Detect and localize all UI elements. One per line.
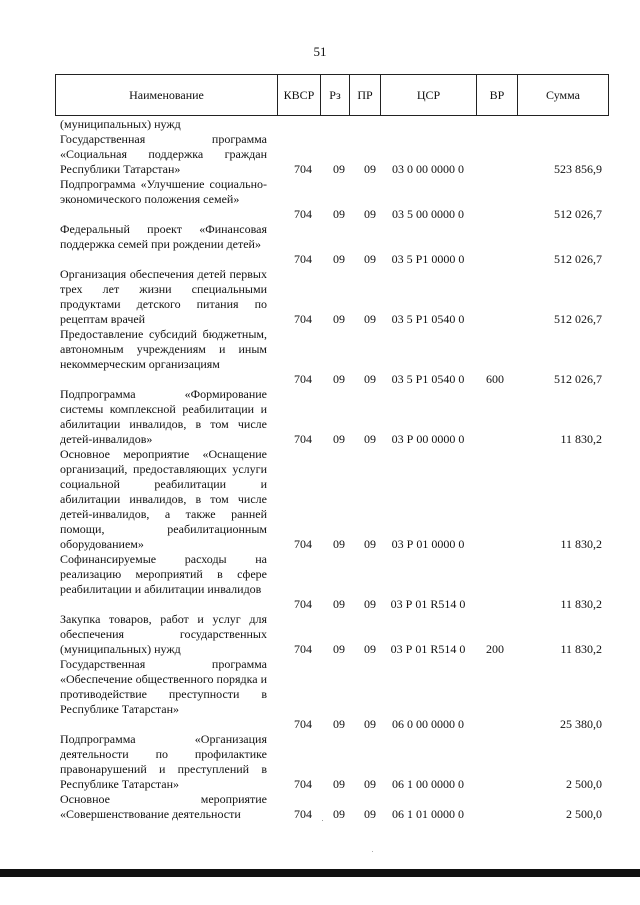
row-kvsr: 704 — [294, 777, 312, 791]
row-csr: 03 Р 01 R514 0 — [390, 597, 466, 611]
row-rz: 09 — [333, 372, 345, 386]
scan-edge-bar — [0, 869, 640, 877]
table-row — [0, 222, 640, 267]
row-csr: 03 5 P1 0000 0 — [391, 252, 465, 266]
table-row — [0, 177, 640, 222]
row-sum: 11 830,2 — [560, 432, 602, 446]
row-pr: 09 — [364, 372, 376, 386]
table-row — [0, 327, 640, 387]
row-pr: 09 — [364, 807, 376, 821]
row-name: Государственная программа «Социальная поддержка граждан Республики Татарстан» — [60, 132, 267, 176]
row-kvsr: 704 — [294, 372, 312, 386]
col-kvsr-header: КВСР — [278, 75, 321, 116]
row-name: Предоставление субсидий бюджетным, автономным учреждениям и иным некоммерческим организациям — [60, 327, 267, 371]
table-row — [0, 117, 640, 132]
scan-speck — [372, 851, 373, 852]
row-name: Государственная программа «Обеспечение общественного порядка и противодействие преступности в Республике Татарстан» — [60, 657, 267, 716]
col-name-header: Наименование — [56, 75, 278, 116]
row-sum: 25 380,0 — [560, 717, 602, 731]
table-row — [0, 612, 640, 657]
scan-speck — [322, 820, 323, 821]
row-rz: 09 — [333, 252, 345, 266]
row-sum: 512 026,7 — [554, 252, 602, 266]
row-pr: 09 — [364, 537, 376, 551]
table-row — [0, 132, 640, 177]
row-name: Подпрограмма «Формирование системы комплексной реабилитации и абилитации инвалидов, в том числе детей-инвалидов» — [60, 387, 267, 446]
row-kvsr: 704 — [294, 642, 312, 656]
row-sum: 2 500,0 — [566, 777, 602, 791]
row-pr: 09 — [364, 162, 376, 176]
row-kvsr: 704 — [294, 432, 312, 446]
table-row — [0, 267, 640, 327]
row-name: Основное мероприятие «Оснащение организаций, предоставляющих услуги социальной реабилитации и абилитации инвалидов, в том числе детей-инвалидов, а также ранней помощи, реабилитационным оборудованием» — [60, 447, 267, 551]
row-kvsr: 704 — [294, 207, 312, 221]
row-pr: 09 — [364, 312, 376, 326]
row-pr: 09 — [364, 207, 376, 221]
row-pr: 09 — [364, 597, 376, 611]
row-rz: 09 — [333, 162, 345, 176]
row-rz: 09 — [333, 717, 345, 731]
row-csr: 03 5 00 0000 0 — [392, 207, 464, 221]
row-sum: 512 026,7 — [554, 372, 602, 386]
row-name: Организация обеспечения детей первых трех лет жизни специальными продуктами детского питания по рецептам врачей — [60, 267, 267, 326]
row-csr: 03 5 P1 0540 0 — [391, 312, 465, 326]
table-row — [0, 657, 640, 732]
row-rz: 09 — [333, 537, 345, 551]
row-kvsr: 704 — [294, 252, 312, 266]
row-sum: 512 026,7 — [554, 312, 602, 326]
row-csr: 03 0 00 0000 0 — [392, 162, 464, 176]
row-rz: 09 — [333, 597, 345, 611]
row-sum: 11 830,2 — [560, 537, 602, 551]
col-sum-header: Сумма — [518, 75, 609, 116]
row-name: Закупка товаров, работ и услуг для обеспечения государственных (муниципальных) нужд — [60, 612, 267, 656]
table-row — [0, 792, 640, 822]
table-row — [0, 732, 640, 792]
col-csr-header: ЦСР — [381, 75, 477, 116]
row-csr: 06 1 00 0000 0 — [392, 777, 464, 791]
row-pr: 09 — [364, 717, 376, 731]
row-name: Подпрограмма «Организация деятельности по профилактике правонарушений и преступлений в Республике Татарстан» — [60, 732, 267, 791]
table-header — [55, 74, 609, 116]
row-kvsr: 704 — [294, 807, 312, 821]
row-vr: 600 — [486, 372, 504, 386]
col-pr-header: ПР — [350, 75, 381, 116]
row-rz: 09 — [333, 207, 345, 221]
row-rz: 09 — [333, 777, 345, 791]
col-vr-header: ВР — [477, 75, 518, 116]
row-csr: 03 Р 01 R514 0 — [390, 642, 466, 656]
col-rz-header: Рз — [321, 75, 350, 116]
row-pr: 09 — [364, 252, 376, 266]
row-name: Подпрограмма «Улучшение социально-экономического положения семей» — [60, 177, 267, 206]
row-csr: 03 Р 01 0000 0 — [391, 537, 465, 551]
table-row — [0, 447, 640, 552]
row-kvsr: 704 — [294, 312, 312, 326]
row-kvsr: 704 — [294, 162, 312, 176]
row-rz: 09 — [333, 642, 345, 656]
row-sum: 11 830,2 — [560, 597, 602, 611]
row-kvsr: 704 — [294, 537, 312, 551]
table-row — [0, 387, 640, 447]
row-name: Федеральный проект «Финансовая поддержка семей при рождении детей» — [60, 222, 267, 251]
row-rz: 09 — [333, 807, 345, 821]
row-csr: 06 1 01 0000 0 — [392, 807, 464, 821]
row-sum: 523 856,9 — [554, 162, 602, 176]
row-name: (муниципальных) нужд — [60, 117, 181, 131]
row-csr: 03 Р 00 0000 0 — [391, 432, 465, 446]
row-name: Основное мероприятие «Совершенствование деятельности — [60, 792, 267, 821]
page-number: 51 — [313, 44, 327, 59]
row-kvsr: 704 — [294, 597, 312, 611]
row-rz: 09 — [333, 312, 345, 326]
row-sum: 512 026,7 — [554, 207, 602, 221]
row-pr: 09 — [364, 642, 376, 656]
row-pr: 09 — [364, 432, 376, 446]
row-kvsr: 704 — [294, 717, 312, 731]
table-row — [0, 552, 640, 612]
row-pr: 09 — [364, 777, 376, 791]
row-sum: 11 830,2 — [560, 642, 602, 656]
row-csr: 06 0 00 0000 0 — [392, 717, 464, 731]
row-sum: 2 500,0 — [566, 807, 602, 821]
row-csr: 03 5 P1 0540 0 — [391, 372, 465, 386]
row-vr: 200 — [486, 642, 504, 656]
row-rz: 09 — [333, 432, 345, 446]
row-name: Софинансируемые расходы на реализацию мероприятий в сфере реабилитации и абилитации инвалидов — [60, 552, 267, 596]
